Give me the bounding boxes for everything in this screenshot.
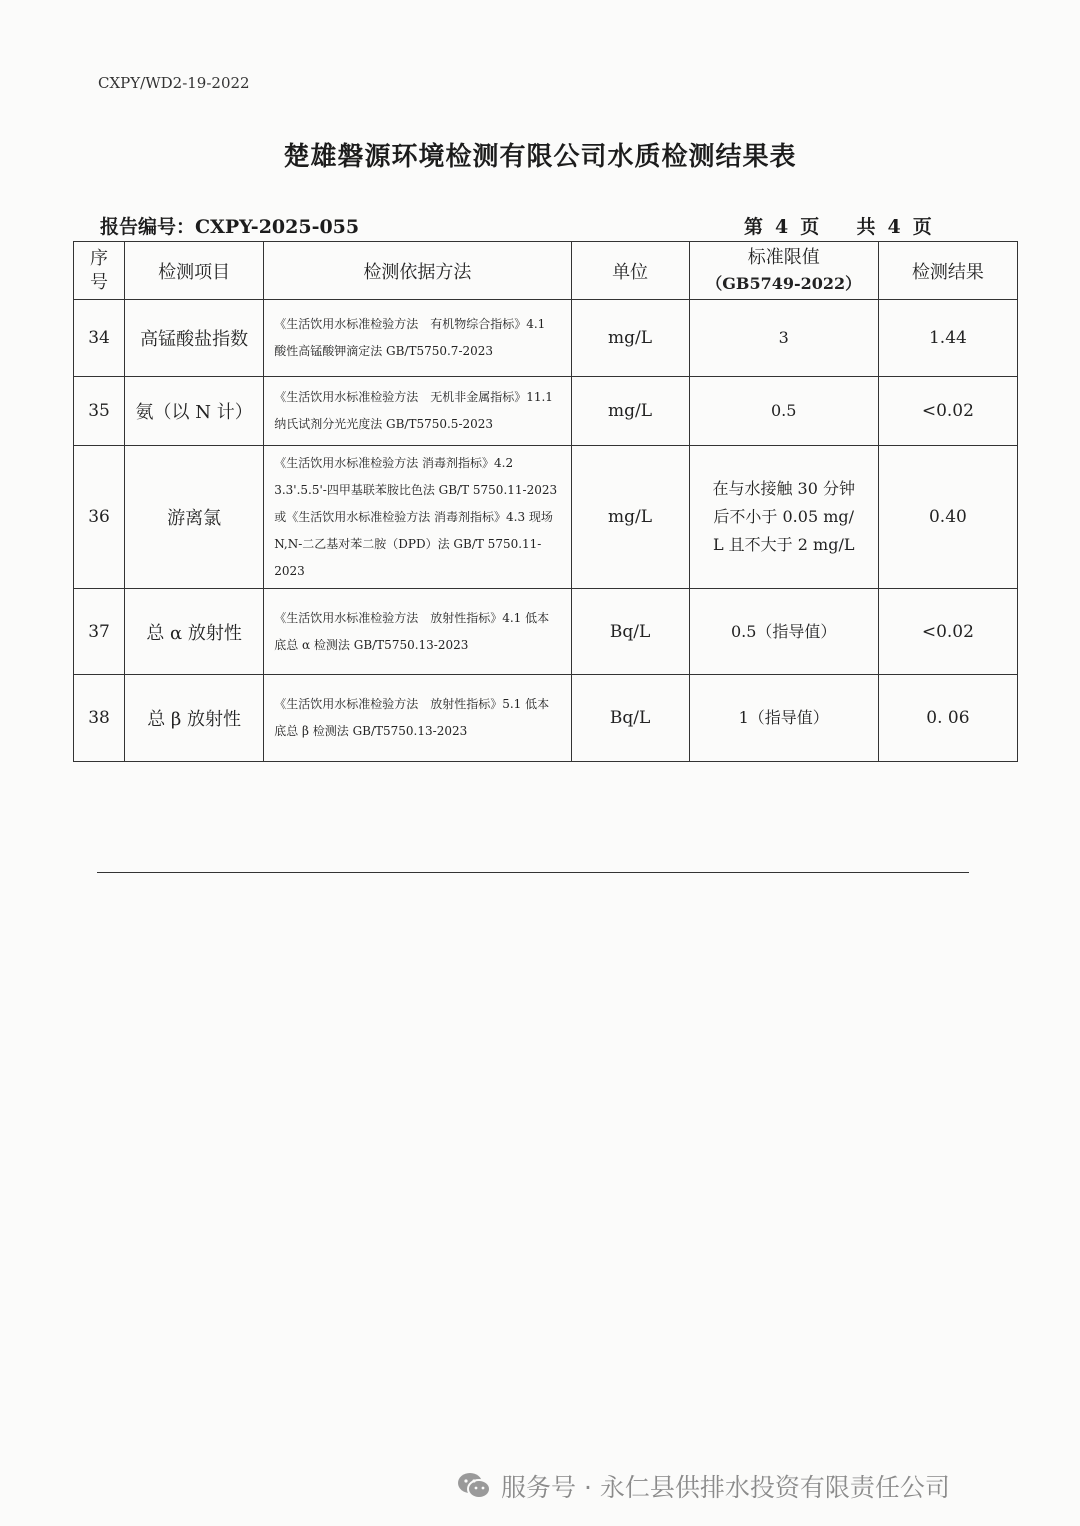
row-limit: 0.5（指导值） <box>689 589 878 675</box>
end-divider <box>97 872 969 873</box>
row-unit: mg/L <box>571 300 689 377</box>
row-limit: 在与水接触 30 分钟后不小于 0.05 mg/ L 且不大于 2 mg/L <box>689 446 878 589</box>
header-limit-line2: （GB5749-2022） <box>706 273 862 293</box>
row-method: 《生活饮用水标准检验方法 消毒剂指标》4.2 3.3'.5.5'-四甲基联苯胺比色法 GB/T 5750.11-2023 或《生活饮用水标准检验方法 消毒剂指标》4.3 现场 N,N-二乙基对苯二胺（DPD）法 GB/T 5750.11-2023 <box>264 446 571 589</box>
row-unit: mg/L <box>571 377 689 446</box>
row-method: 《生活饮用水标准检验方法 有机物综合指标》4.1 酸性高锰酸钾滴定法 GB/T5750.7-2023 <box>264 300 571 377</box>
table-row <box>74 675 1018 762</box>
table-row <box>74 446 1018 589</box>
wechat-icon <box>457 1471 491 1501</box>
row-item: 总 α 放射性 <box>125 589 264 675</box>
row-result: 0.40 <box>878 446 1017 589</box>
row-result: 1.44 <box>878 300 1017 377</box>
header-no-line2: 号 <box>90 271 109 293</box>
row-method: 《生活饮用水标准检验方法 放射性指标》5.1 低本底总 β 检测法 GB/T5750.13-2023 <box>264 675 571 762</box>
header-limit <box>689 242 878 300</box>
page-info <box>738 212 938 239</box>
document-code: CXPY/WD2-19-2022 <box>98 74 250 92</box>
header-no <box>74 242 125 300</box>
row-unit: Bq/L <box>571 675 689 762</box>
row-method: 《生活饮用水标准检验方法 无机非金属指标》11.1 纳氏试剂分光光度法 GB/T5750.5-2023 <box>264 377 571 446</box>
row-result: <0.02 <box>878 589 1017 675</box>
page-total: 4 <box>887 216 901 238</box>
header-result: 检测结果 <box>878 242 1017 300</box>
table-row <box>74 300 1018 377</box>
row-limit: 3 <box>689 300 878 377</box>
row-unit: Bq/L <box>571 589 689 675</box>
row-item: 总 β 放射性 <box>125 675 264 762</box>
results-table <box>73 241 1018 762</box>
page-label-1: 第 <box>744 216 764 238</box>
row-method: 《生活饮用水标准检验方法 放射性指标》4.1 低本底总 α 检测法 GB/T5750.13-2023 <box>264 589 571 675</box>
table-row <box>74 589 1018 675</box>
row-no: 37 <box>74 589 125 675</box>
page-current: 4 <box>775 216 789 238</box>
row-limit: 1（指导值） <box>689 675 878 762</box>
report-number: 报告编号：CXPY-2025-055 <box>100 216 360 238</box>
header-limit-line1: 标准限值 <box>747 246 820 268</box>
row-item: 氨（以 N 计） <box>125 377 264 446</box>
row-item: 游离氯 <box>125 446 264 589</box>
row-limit: 0.5 <box>689 377 878 446</box>
row-no: 35 <box>74 377 125 446</box>
row-result: <0.02 <box>878 377 1017 446</box>
document-title: 楚雄磐源环境检测有限公司水质检测结果表 <box>283 142 797 172</box>
row-no: 38 <box>74 675 125 762</box>
row-no: 34 <box>74 300 125 377</box>
page-label-3: 共 <box>856 216 876 238</box>
page-label-2: 页 <box>800 216 820 238</box>
header-unit: 单位 <box>571 242 689 300</box>
table-header-row <box>74 242 1018 300</box>
header-item: 检测项目 <box>125 242 264 300</box>
row-no: 36 <box>74 446 125 589</box>
table-row <box>74 377 1018 446</box>
page-label-4: 页 <box>912 216 932 238</box>
row-item: 高锰酸盐指数 <box>125 300 264 377</box>
watermark-text: 服务号 · 永仁县供排水投资有限责任公司 <box>501 1473 950 1502</box>
header-no-line1: 序 <box>90 247 109 269</box>
watermark <box>457 1468 950 1504</box>
header-method: 检测依据方法 <box>264 242 571 300</box>
row-result: 0. 06 <box>878 675 1017 762</box>
row-unit: mg/L <box>571 446 689 589</box>
